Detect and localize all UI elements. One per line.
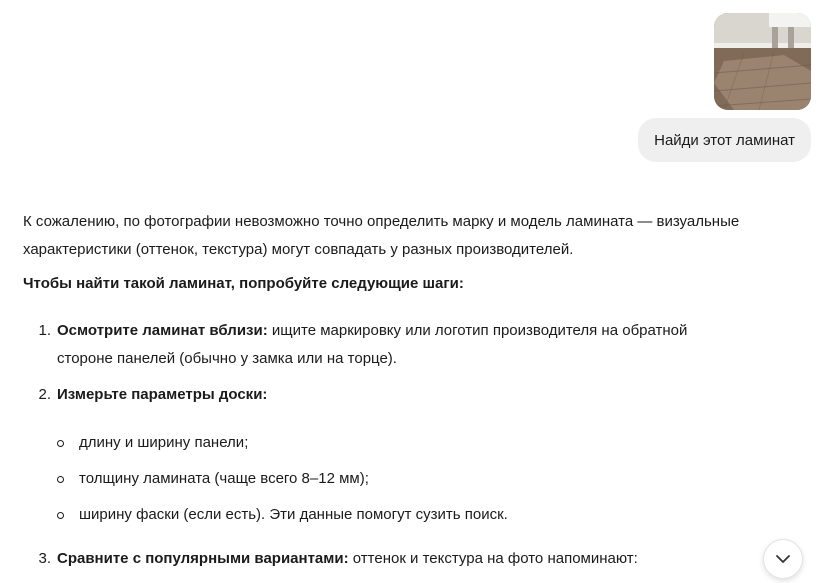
answer-lead: Чтобы найти такой ламинат, попробуйте следующие шаги:	[23, 275, 464, 292]
user-attached-photo[interactable]	[714, 13, 811, 110]
step-number: 2.	[38, 386, 51, 403]
chevron-down-icon	[775, 554, 791, 564]
assistant-answer	[23, 208, 743, 573]
step-text: ищите маркировку или логотип производителя на обратной стороне панелей (обычно у замка или на торце).	[57, 322, 688, 367]
step-2-sublist	[23, 425, 743, 533]
step-title: Осмотрите ламинат вблизи:	[57, 322, 268, 339]
answer-intro: К сожалению, по фотографии невозможно точно определить марку и модель ламината — визуальные характеристики (оттенок, текстура) могут совпадать у разных производителей.	[23, 213, 740, 258]
list-item	[23, 425, 743, 461]
step-text: оттенок и текстура на фото напоминают:	[348, 550, 638, 567]
bullet-icon	[57, 512, 64, 519]
step-1	[23, 317, 743, 373]
step-number: 1.	[38, 322, 51, 339]
step-2	[23, 381, 743, 409]
user-message-bubble	[638, 118, 811, 162]
scroll-down-button[interactable]	[763, 539, 803, 579]
step-3	[23, 545, 743, 573]
step-number: 3.	[38, 550, 51, 567]
steps-list	[23, 317, 743, 573]
step-title: Измерьте параметры доски:	[57, 386, 268, 403]
list-item-text: длину и ширину панели;	[79, 434, 249, 451]
bullet-icon	[57, 476, 64, 483]
step-body	[51, 317, 743, 373]
bullet-icon	[57, 440, 64, 447]
step-title: Сравните с популярными вариантами:	[57, 550, 349, 567]
laminate-floor-image	[714, 13, 811, 110]
list-item	[23, 497, 743, 533]
step-body	[51, 381, 743, 409]
list-item	[23, 461, 743, 497]
list-item-text: ширину фаски (если есть). Эти данные помогут сузить поиск.	[79, 506, 508, 523]
list-item-text: толщину ламината (чаще всего 8–12 мм);	[79, 470, 369, 487]
user-message-text: Найди этот ламинат	[654, 131, 795, 149]
step-body	[51, 545, 743, 573]
